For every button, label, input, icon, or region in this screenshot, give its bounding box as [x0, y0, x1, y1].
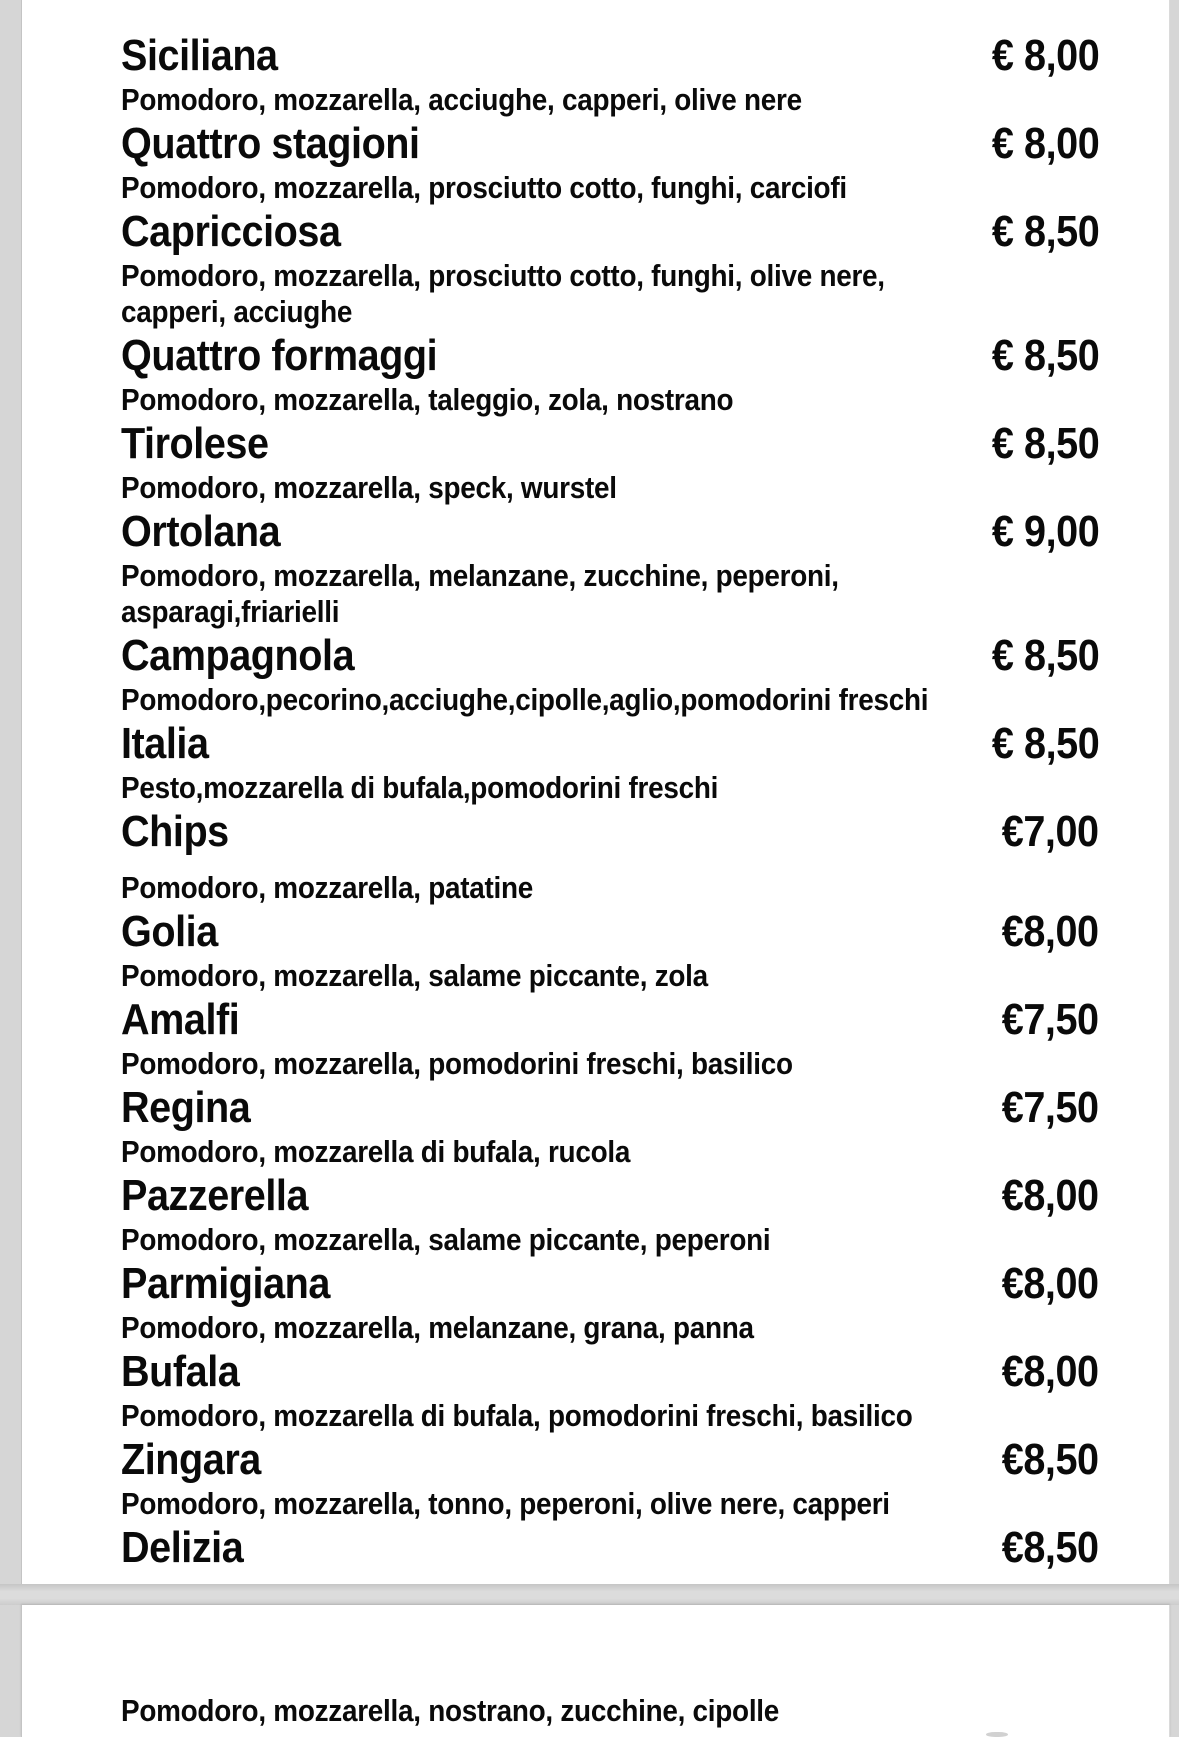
menu-item [121, 994, 1099, 1082]
menu-item-row [121, 1434, 1099, 1486]
menu-item-name: Zingara [121, 1435, 261, 1484]
menu-item-description: capperi, acciughe [121, 294, 353, 329]
menu-item-price: € 8,00 [991, 119, 1099, 168]
menu-item-description: Pomodoro, mozzarella, prosciutto cotto, funghi, olive nere, [121, 258, 885, 293]
menu-item-description: Pomodoro, mozzarella, speck, wurstel [121, 470, 617, 505]
menu-item-name: Regina [121, 1083, 251, 1132]
menu-item-description: Pesto,mozzarella di bufala,pomodorini freschi [121, 770, 719, 805]
menu-item-row [121, 30, 1099, 82]
menu-item [121, 1346, 1099, 1434]
menu-item-price: € 8,50 [991, 631, 1099, 680]
menu-item-name: Quattro stagioni [121, 119, 420, 168]
menu-item [121, 806, 1099, 906]
menu-item-price: €7,50 [1002, 1083, 1099, 1132]
partial-glyph-artifact [986, 1732, 1008, 1737]
menu-item-description: Pomodoro, mozzarella, acciughe, capperi, olive nere [121, 82, 802, 117]
menu-item-row [121, 994, 1099, 1046]
menu-item-price: € 8,50 [991, 331, 1099, 380]
menu-item-price: €8,50 [1002, 1523, 1099, 1572]
menu-item-row [121, 330, 1099, 382]
menu-item-price: € 8,50 [991, 419, 1099, 468]
menu-item-name: Delizia [121, 1523, 244, 1572]
menu-item-description: Pomodoro, mozzarella, melanzane, grana, panna [121, 1310, 754, 1345]
menu-item [121, 1522, 1099, 1574]
menu-item-price: € 8,00 [991, 31, 1099, 80]
menu-item-row [121, 1346, 1099, 1398]
menu-item-name: Amalfi [121, 995, 240, 1044]
menu-item-row [121, 1522, 1099, 1574]
page-gap [0, 1584, 1179, 1605]
menu-item-description: Pomodoro, mozzarella, tonno, peperoni, olive nere, capperi [121, 1486, 890, 1521]
menu-item-name: Italia [121, 719, 209, 768]
menu-item-price: €8,50 [1002, 1435, 1099, 1484]
menu-item-price: €8,00 [1002, 1259, 1099, 1308]
menu-item-name: Ortolana [121, 507, 281, 556]
menu-item-row [121, 718, 1099, 770]
menu-item-row [121, 906, 1099, 958]
menu-item-description: Pomodoro, mozzarella di bufala, rucola [121, 1134, 631, 1169]
menu-item-name: Chips [121, 807, 229, 856]
menu-item-description-continued: Pomodoro, mozzarella, nostrano, zucchine, cipolle [121, 1693, 780, 1728]
menu-item [121, 906, 1099, 994]
menu-item-name: Capricciosa [121, 207, 341, 256]
menu-item [121, 1434, 1099, 1522]
menu-item [121, 30, 1099, 118]
menu-item [121, 1170, 1099, 1258]
menu-item-price: € 8,50 [991, 207, 1099, 256]
menu-item-description: Pomodoro, mozzarella, pomodorini freschi, basilico [121, 1046, 793, 1081]
menu-item [121, 418, 1099, 506]
menu-item-price: €7,00 [1002, 807, 1099, 856]
menu-item-row [121, 1258, 1099, 1310]
menu-item-name: Siciliana [121, 31, 278, 80]
menu-item [121, 718, 1099, 806]
menu-item-description: Pomodoro, mozzarella, salame piccante, zola [121, 958, 708, 993]
menu-item [121, 506, 1099, 630]
menu-item-name: Bufala [121, 1347, 240, 1396]
menu-item-description: Pomodoro, mozzarella, melanzane, zucchine, peperoni, [121, 558, 839, 593]
menu-item-row [121, 630, 1099, 682]
menu-item-name: Quattro formaggi [121, 331, 438, 380]
menu-item [121, 206, 1099, 330]
menu-item-description: Pomodoro, mozzarella di bufala, pomodorini freschi, basilico [121, 1398, 913, 1433]
menu-item-row [121, 1082, 1099, 1134]
menu-item-description: Pomodoro, mozzarella, salame piccante, peperoni [121, 1222, 771, 1257]
menu-item-price: €7,50 [1002, 995, 1099, 1044]
menu-item [121, 630, 1099, 718]
menu-page-1 [21, 0, 1170, 1584]
menu-item [121, 1258, 1099, 1346]
menu-item-description: Pomodoro, mozzarella, prosciutto cotto, funghi, carciofi [121, 170, 847, 205]
menu-item-row [121, 206, 1099, 258]
menu-item-name: Tirolese [121, 419, 269, 468]
menu-item-name: Pazzerella [121, 1171, 309, 1220]
menu-item-row [121, 806, 1099, 858]
menu-item-description: Pomodoro, mozzarella, taleggio, zola, nostrano [121, 382, 734, 417]
menu-item-name: Campagnola [121, 631, 355, 680]
menu-item-description: asparagi,friarielli [121, 594, 340, 629]
menu-item-name: Parmigiana [121, 1259, 330, 1308]
menu-item-name: Golia [121, 907, 218, 956]
menu-item-description: Pomodoro,pecorino,acciughe,cipolle,aglio,pomodorini freschi [121, 682, 929, 717]
menu-item [121, 330, 1099, 418]
menu-page-2 [21, 1605, 1170, 1737]
menu-item-description: Pomodoro, mozzarella, patatine [121, 870, 534, 905]
menu-item [121, 118, 1099, 206]
menu-item-row [121, 418, 1099, 470]
menu-item [121, 1082, 1099, 1170]
menu-item-price: € 9,00 [991, 507, 1099, 556]
menu-item-price: €8,00 [1002, 1347, 1099, 1396]
menu-item-row [121, 506, 1099, 558]
menu-item-row [121, 118, 1099, 170]
menu-item-price: €8,00 [1002, 1171, 1099, 1220]
menu-item-price: € 8,50 [991, 719, 1099, 768]
menu-item-price: €8,00 [1002, 907, 1099, 956]
menu-items-list [121, 30, 1099, 1574]
menu-item-row [121, 1170, 1099, 1222]
